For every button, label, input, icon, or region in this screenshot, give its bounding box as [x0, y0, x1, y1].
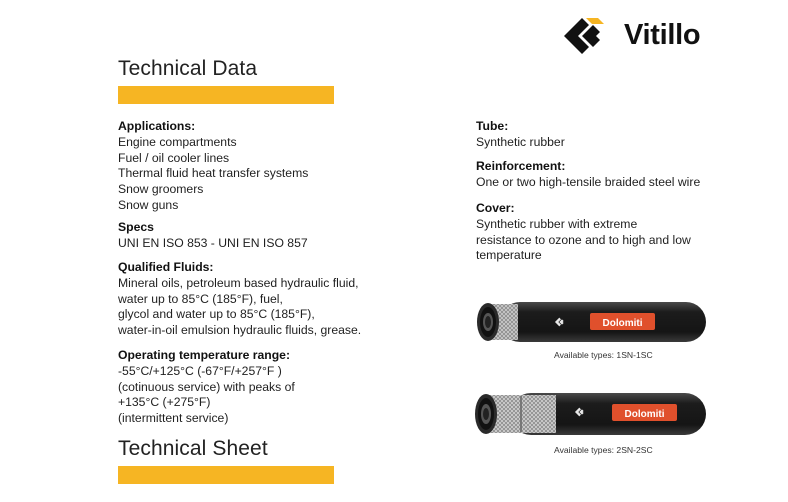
technical-data-underline [118, 86, 334, 104]
cover-section [476, 201, 691, 264]
hose-brand-text: Dolomiti [602, 318, 643, 329]
text-line: water up to 85°C (185°F), fuel, [118, 291, 283, 306]
operating-temperature-section [118, 348, 295, 427]
hose-caption: Available types: 2SN-2SC [554, 445, 653, 455]
hose-image-2sn [470, 387, 720, 441]
reinforcement-section [476, 159, 700, 191]
vitillo-logo-icon [560, 12, 618, 60]
list-item: Snow guns [118, 197, 179, 212]
tube-section [476, 119, 565, 151]
reinforcement-label: Reinforcement: [476, 159, 566, 173]
text-line: glycol and water up to 85°C (185°F), [118, 307, 315, 322]
applications-label: Applications: [118, 119, 196, 133]
list-item: Engine compartments [118, 134, 237, 149]
brand-logo [560, 12, 735, 60]
text-line: (intermittent service) [118, 411, 229, 426]
technical-data-title: Technical Data [118, 57, 258, 80]
list-item: Snow groomers [118, 182, 204, 197]
text-line: -55°C/+125°C (-67°F/+257°F ) [118, 363, 282, 378]
cover-label: Cover: [476, 201, 515, 215]
qualified-fluids-section [118, 260, 361, 339]
hose-brand-text: Dolomiti [624, 409, 665, 420]
hose-brand-label [612, 404, 677, 421]
text-line: Mineral oils, petroleum based hydraulic fluid, [118, 275, 359, 290]
text-line: water-in-oil emulsion hydraulic fluids, grease. [118, 323, 362, 338]
applications-section [118, 119, 308, 214]
tube-label: Tube: [476, 119, 509, 133]
operating-temperature-label: Operating temperature range: [118, 348, 291, 362]
text-line: (cotinuous service) with peaks of [118, 379, 295, 394]
vitillo-mark-icon [554, 315, 568, 329]
specs-label: Specs [118, 220, 154, 234]
list-item: Fuel / oil cooler lines [118, 150, 230, 165]
technical-sheet-title: Technical Sheet [118, 437, 268, 460]
brand-name: Vitillo [624, 19, 701, 51]
technical-sheet-underline [118, 466, 334, 484]
list-item: Thermal fluid heat transfer systems [118, 166, 309, 181]
specs-section [118, 220, 308, 252]
specs-value: UNI EN ISO 853 - UNI EN ISO 857 [118, 235, 308, 250]
reinforcement-value: One or two high-tensile braided steel wire [476, 174, 701, 189]
text-line: resistance to ozone and to high and low [476, 232, 691, 247]
text-line: temperature [476, 248, 542, 263]
qualified-fluids-label: Qualified Fluids: [118, 260, 214, 274]
tube-value: Synthetic rubber [476, 134, 565, 149]
vitillo-mark-icon [574, 405, 588, 419]
hose-caption: Available types: 1SN-1SC [554, 350, 653, 360]
hose-brand-label [590, 313, 655, 330]
text-line: Synthetic rubber with extreme [476, 216, 638, 231]
text-line: +135°C (+275°F) [118, 395, 211, 410]
